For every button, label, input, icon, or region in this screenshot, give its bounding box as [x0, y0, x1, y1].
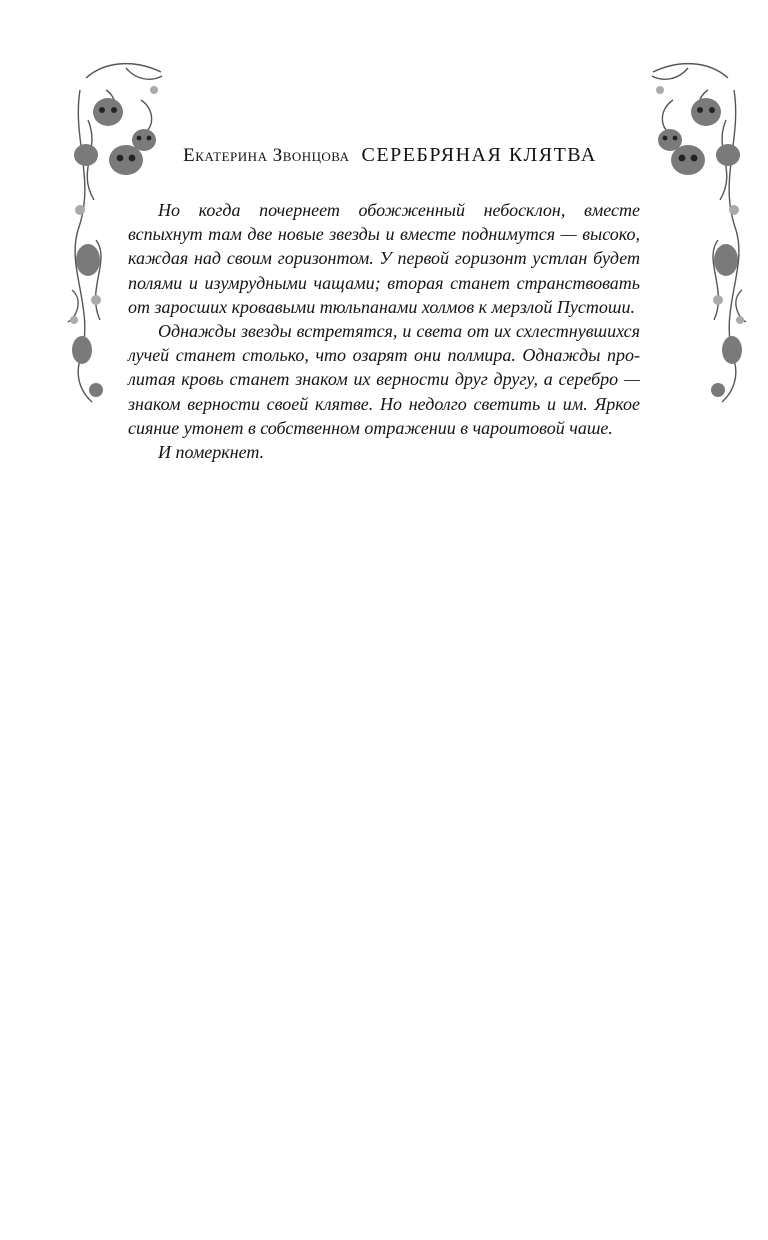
- floral-skull-ornament-right: [648, 60, 748, 405]
- paragraph: И померкнет.: [158, 442, 265, 463]
- paragraph: Однажды звезды встретятся, и света от их схлестнувшихся лучей станет столько, что озарят они полмира. Однажды пролитая кровь станет знаком их верности друг другу, а серебро — знаком верности своей клятве. Но недолго светить и им. Яркое сияние утонет в собственном отражении в чароитовой чаше.: [128, 321, 640, 438]
- running-head: [130, 144, 650, 167]
- body-text: [128, 198, 640, 464]
- book-title: СЕРЕБРЯНАЯ КЛЯТВА: [361, 144, 597, 166]
- paragraph: Но когда почернеет обожженный небосклон, вместе вспыхнут там две новые звезды и вместе поднимутся — высоко, каждая над своим горизонтом. У первой горизонт устлан будет полями и изумрудными чащами; вторая станет странствовать от заросших кровавыми тюльпанами холмов к мерзлой Пустоши.: [128, 200, 640, 317]
- author-name: Екатерина Звонцова: [183, 145, 350, 166]
